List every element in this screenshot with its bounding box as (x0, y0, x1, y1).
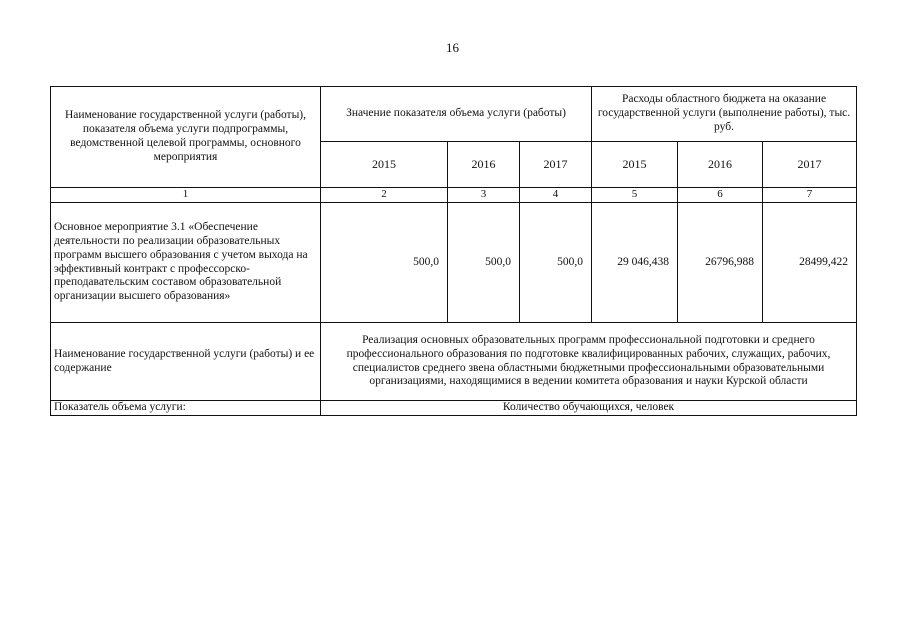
main-activity-name: Основное мероприятие 3.1 «Обеспечение деятельности по реализации образовательных программ высшего образования с учетом выхода на эффективный контракт с профессорско-преподавательским составом образовательной организации высшего образования» (51, 203, 321, 323)
column-number-cell: 6 (678, 188, 763, 203)
page-number: 16 (446, 40, 459, 55)
service-row (51, 323, 857, 401)
column-number-cell: 2 (321, 188, 448, 203)
value-cell: 500,0 (321, 203, 448, 323)
year-cell: 2017 (520, 141, 592, 187)
service-label: Наименование государственной услуги (работы) и ее содержание (51, 323, 321, 401)
column-number-cell: 7 (763, 188, 857, 203)
indicator-row (51, 401, 857, 416)
column-number-cell: 3 (448, 188, 520, 203)
year-cell: 2016 (448, 141, 520, 187)
value-cell: 28499,422 (763, 203, 857, 323)
value-cell: 500,0 (448, 203, 520, 323)
service-content: Реализация основных образовательных программ профессиональной подготовки и среднего профессионального образования по подготовке квалифицированных рабочих, служащих, рабочих, специалистов среднего звена областными бюджетными профессиональными образовательными организациями, находящимися в ведении комитета образования и науки Курской области (321, 323, 857, 401)
budget-table (50, 86, 857, 416)
header-row (51, 87, 857, 142)
year-cell: 2016 (678, 141, 763, 187)
year-cell: 2015 (592, 141, 678, 187)
indicator-content: Количество обучающихся, человек (321, 401, 857, 416)
header-name-cell: Наименование государственной услуги (работы), показателя объема услуги подпрограммы, ведомственной целевой программы, основного мероприятия (51, 87, 321, 188)
year-cell: 2017 (763, 141, 857, 187)
column-number-cell: 5 (592, 188, 678, 203)
year-cell: 2015 (321, 141, 448, 187)
header-expenses-cell: Расходы областного бюджета на оказание государственной услуги (выполнение работы), тыс. руб. (592, 87, 857, 142)
indicator-label: Показатель объема услуги: (51, 401, 321, 416)
value-cell: 26796,988 (678, 203, 763, 323)
value-cell: 29 046,438 (592, 203, 678, 323)
column-number-cell: 4 (520, 188, 592, 203)
value-cell: 500,0 (520, 203, 592, 323)
column-number-cell: 1 (51, 188, 321, 203)
column-number-row (51, 188, 857, 203)
header-volume-cell: Значение показателя объема услуги (работы) (321, 87, 592, 142)
main-activity-row (51, 203, 857, 323)
